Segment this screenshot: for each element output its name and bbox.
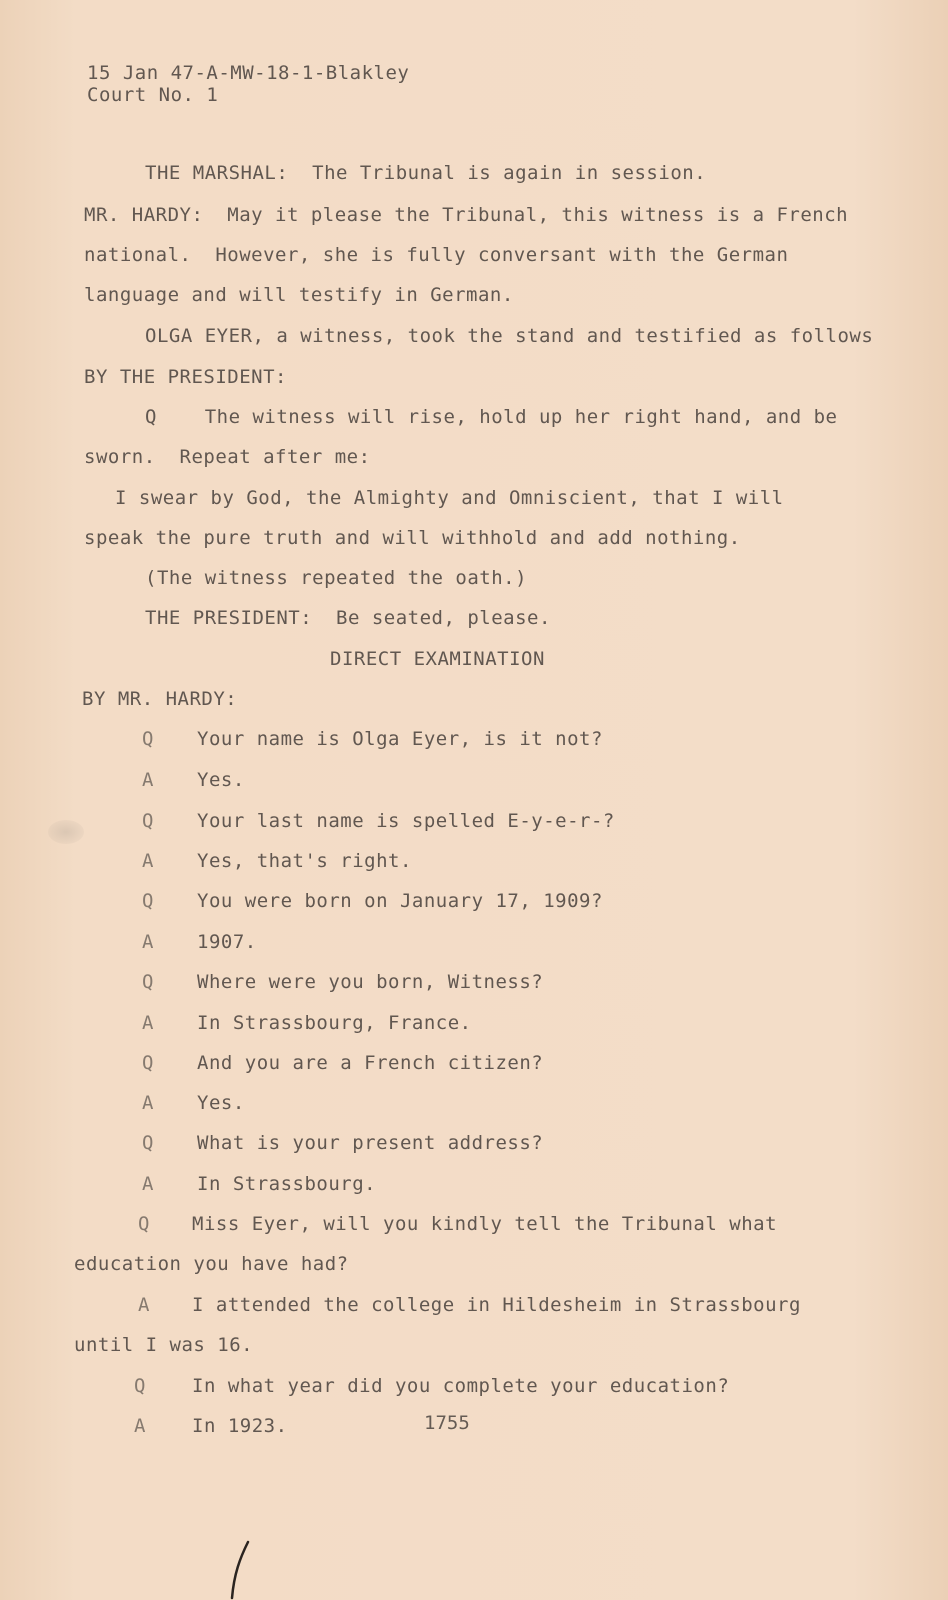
oath-line: sworn. Repeat after me: xyxy=(84,446,371,468)
question-marker: Q xyxy=(142,890,154,912)
question-text: You were born on January 17, 1909? xyxy=(197,890,603,912)
body-line: BY THE PRESIDENT: xyxy=(84,366,287,388)
question-text-continued: education you have had? xyxy=(74,1253,349,1275)
question-marker: Q xyxy=(138,1213,150,1235)
page-number: 1755 xyxy=(424,1412,470,1434)
header-court-number: Court No. 1 xyxy=(87,84,219,106)
header-file-reference: 15 Jan 47-A-MW-18-1-Blakley xyxy=(87,62,410,84)
body-line: MR. HARDY: May it please the Tribunal, this witness is a French xyxy=(84,204,849,226)
question-text: In what year did you complete your education? xyxy=(192,1375,730,1397)
answer-marker: A xyxy=(142,769,154,791)
paper-blemish xyxy=(48,820,84,844)
answer-text: Yes. xyxy=(197,769,245,791)
oath-line: THE PRESIDENT: Be seated, please. xyxy=(145,607,551,629)
pen-stroke-mark xyxy=(226,1540,256,1600)
body-line: OLGA EYER, a witness, took the stand and testified as follows xyxy=(145,325,874,347)
answer-marker: A xyxy=(134,1415,146,1437)
question-text: Your name is Olga Eyer, is it not? xyxy=(197,728,603,750)
question-marker: Q xyxy=(142,1132,154,1154)
question-marker: Q xyxy=(142,810,154,832)
answer-marker: A xyxy=(142,931,154,953)
question-text: And you are a French citizen? xyxy=(197,1052,544,1074)
answer-marker: A xyxy=(142,1012,154,1034)
body-line: language and will testify in German. xyxy=(84,284,514,306)
oath-line: speak the pure truth and will withhold and add nothing. xyxy=(84,527,741,549)
answer-text: I attended the college in Hildesheim in Strassbourg xyxy=(192,1294,801,1316)
examiner-label: BY MR. HARDY: xyxy=(82,688,238,710)
question-marker: Q xyxy=(142,1052,154,1074)
body-line: national. However, she is fully conversant with the German xyxy=(84,244,789,266)
answer-text: Yes. xyxy=(197,1092,245,1114)
question-text: Your last name is spelled E-y-e-r-? xyxy=(197,810,615,832)
body-line: THE MARSHAL: The Tribunal is again in session. xyxy=(145,162,707,184)
answer-text: Yes, that's right. xyxy=(197,850,412,872)
answer-marker: A xyxy=(142,850,154,872)
question-text: Where were you born, Witness? xyxy=(197,971,544,993)
question-marker: Q xyxy=(142,728,154,750)
oath-line: I swear by God, the Almighty and Omniscient, that I will xyxy=(115,487,784,509)
question-text: Miss Eyer, will you kindly tell the Tribunal what xyxy=(192,1213,778,1235)
oath-line: Q The witness will rise, hold up her right hand, and be xyxy=(145,406,838,428)
answer-text: In 1923. xyxy=(192,1415,288,1437)
oath-line: (The witness repeated the oath.) xyxy=(145,567,528,589)
answer-marker: A xyxy=(142,1092,154,1114)
answer-marker: A xyxy=(142,1173,154,1195)
answer-text: 1907. xyxy=(197,931,257,953)
answer-marker: A xyxy=(138,1294,150,1316)
question-marker: Q xyxy=(142,971,154,993)
answer-text-continued: until I was 16. xyxy=(74,1334,254,1356)
question-text: What is your present address? xyxy=(197,1132,544,1154)
answer-text: In Strassbourg. xyxy=(197,1173,377,1195)
answer-text: In Strassbourg, France. xyxy=(197,1012,472,1034)
section-title: DIRECT EXAMINATION xyxy=(330,648,545,670)
question-marker: Q xyxy=(134,1375,146,1397)
